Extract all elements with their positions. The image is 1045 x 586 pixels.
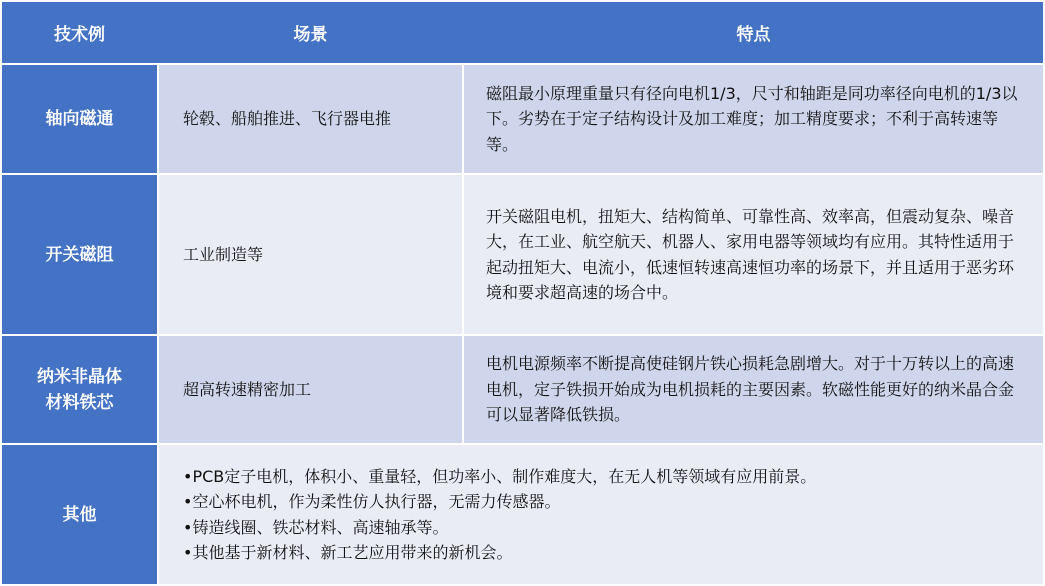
features-cell	[464, 175, 1043, 334]
list-item: •铸造线圈、铁芯材料、高速轴承等。	[183, 517, 449, 537]
list-item: •空心杯电机，作为柔性仿人执行器，无需力传感器。	[183, 492, 561, 511]
comparison-table	[2, 2, 1043, 584]
table-header-row	[2, 2, 1043, 63]
table-row	[2, 445, 1043, 584]
scene-text: 超高转速精密加工	[183, 379, 312, 399]
features-text: 电机电源频率不断提高使硅钢片铁心损耗急剧增大。对于十万转以上的高速电机，定子铁损开始成为电机损耗的主要因素。软磁性能更好的纳米晶合金可以显著降低铁损。	[486, 354, 1015, 425]
list-item: •PCB定子电机，体积小、重量轻，但功率小、制作难度大，在无人机等领域有应用前景。	[183, 466, 817, 486]
scene-cell	[159, 336, 462, 443]
table-row	[2, 336, 1043, 443]
bullet-list	[183, 464, 816, 566]
scene-text: 轮毂、船舶推进、飞行器电推	[183, 109, 392, 129]
table-row	[2, 65, 1043, 173]
features-cell	[464, 65, 1043, 173]
tech-cell	[2, 65, 157, 173]
tech-cell	[2, 445, 157, 584]
list-item: •其他基于新材料、新工艺应用带来的新机会。	[183, 543, 513, 562]
tech-cell	[2, 336, 157, 443]
tech-label: 纳米非晶体材料铁芯	[37, 366, 122, 413]
scene-cell	[159, 175, 462, 334]
table-row	[2, 175, 1043, 334]
tech-cell	[2, 175, 157, 334]
features-text: 磁阻最小原理重量只有径向电机1/3，尺寸和轴距是同功率径向电机的1/3以下。劣势在于定子结构设计及加工难度；加工精度要求；不利于高转速等等。	[486, 83, 1018, 154]
features-text: 开关磁阻电机，扭矩大、结构简单、可靠性高、效率高，但震动复杂、噪音大，在工业、航空航天、机器人、家用电器等领域均有应用。其特性适用于起动扭矩大、电流小，低速恒转速高速恒功率的场景下，并且适用于恶劣环境和要求超高速的场合中。	[486, 206, 1015, 302]
tech-label: 轴向磁通	[45, 109, 114, 129]
header-tech: 技术例	[54, 25, 105, 45]
tech-label: 其他	[62, 504, 97, 525]
tech-label: 开关磁阻	[45, 244, 114, 265]
features-cell	[464, 336, 1043, 443]
other-notes-cell	[159, 445, 1043, 584]
header-scene: 场景	[293, 25, 328, 45]
header-features: 特点	[736, 25, 771, 45]
scene-text: 工业制造等	[183, 244, 264, 264]
scene-cell	[159, 65, 462, 173]
